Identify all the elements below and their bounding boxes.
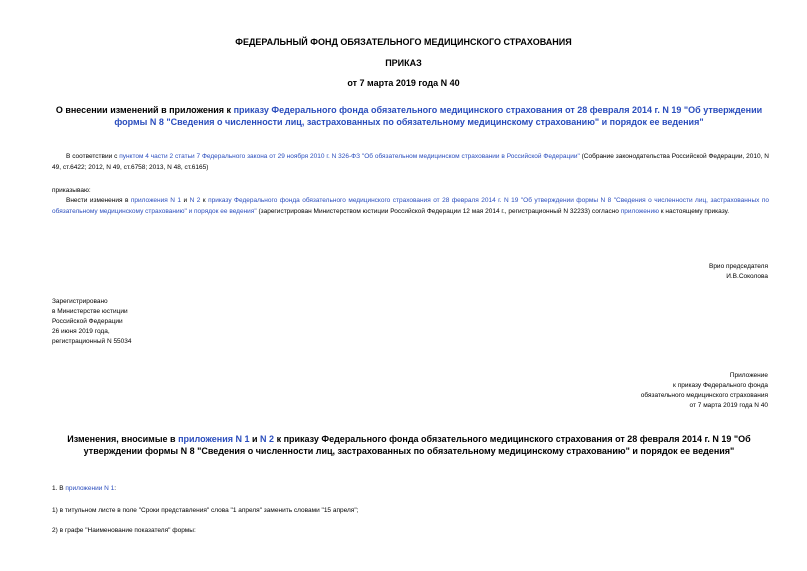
preamble-paragraph [52,152,769,173]
registration-line: Российской Федерации [52,318,123,325]
org-heading: ФЕДЕРАЛЬНЫЙ ФОНД ОБЯЗАТЕЛЬНОГО МЕДИЦИНСКОГО СТРАХОВАНИЯ [235,37,572,47]
title-prefix: О внесении изменений в приложения к [55,105,234,115]
document-title [52,104,766,128]
changes-title [52,433,766,457]
changes-title-and: и [249,434,261,444]
order-text-c: (зарегистрирован Министерством юстиции Российской Федерации 12 мая 2014 г., регистрационный N 32233) согласно [256,207,621,215]
changes-title-a: Изменения, вносимые в [67,434,179,444]
appendix-line: от 7 марта 2019 года N 40 [689,402,768,409]
registration-line: 26 июня 2019 года, [52,328,110,335]
federal-law-link[interactable]: пунктом 4 части 2 статьи 7 Федерального закона от 29 ноября 2010 г. N 326-ФЗ "Об обязательном медицинском страховании в Российской Федерации" [119,153,580,160]
registration-line: в Министерстве юстиции [52,308,128,315]
changes-title-b: к приказу Федерального фонда обязательного медицинского страхования от 28 февраля 2014 г. N 19 "Об утверждении формы N 8 "Сведения о численности лиц, застрахованных по обязательному медицинскому страхованию" и порядок ее ведения" [83,434,751,456]
order-text-d: к настоящему приказу. [658,207,730,215]
registration-line: Зарегистрировано [52,298,108,305]
change-subitem-2: 2) в графе "Наименование показателя" формы: [52,527,196,534]
registration-line: регистрационный N 55034 [52,338,132,345]
order-text-and: и [181,197,190,204]
signature-position: Врио председателя [708,263,768,270]
order-19-link[interactable]: приказу Федерального фонда обязательного медицинского страхования от 28 февраля 2014 г. N 19 "Об утверждении формы N 8 "Сведения о численности лиц, застрахованных по обязательному медицинскому страхованию" и порядок ее ведения" [52,197,769,215]
changes-appendix-2-link[interactable]: N 2 [260,434,275,444]
prikazyvayu-text: приказываю: [52,187,91,194]
change-item-1-b: : [114,485,117,492]
title-order-link[interactable]: приказу Федерального фонда обязательного медицинского страхования от 28 февраля 2014 г. N 19 "Об утверждении формы N 8 "Сведения о численности лиц, застрахованных по обязательному медицинскому страхованию" и порядок ее ведения" [114,105,763,127]
order-text-a: Внести изменения в [66,197,131,204]
change-item-1 [52,484,116,494]
appendix-link[interactable]: приложению [620,207,659,215]
signature-block [568,262,768,282]
changes-appendix-1-link[interactable]: приложения N 1 [178,434,250,444]
change-item-1-a: 1. В [52,485,66,492]
appendix-line: обязательного медицинского страхования [640,392,768,399]
preamble-text-a: В соответствии с [66,153,120,160]
appendix-1-link[interactable]: приложения N 1 [130,197,181,204]
doc-date-heading: от 7 марта 2019 года N 40 [347,78,460,88]
signature-name: И.В.Соколова [726,273,768,280]
doc-type-heading: ПРИКАЗ [385,58,422,68]
appendix-2-link[interactable]: N 2 [189,197,201,204]
appendix-line: Приложение [729,372,768,379]
registration-block [52,297,252,347]
change-appendix-1-link[interactable]: приложении N 1 [65,485,115,492]
preamble-text-b: (Собрание законодательства Российской Федерации, 2010, N 49, ст.6422; 2012, N 49, ст.6758; 2013, N 48, ст.6165) [52,153,769,171]
change-subitem-1: 1) в титульном листе в поле "Сроки представления" слова "1 апреля" заменить словами "15 апреля"; [52,507,359,514]
order-text-b: к [200,197,209,204]
appendix-line: к приказу Федерального фонда [673,382,768,389]
appendix-block [518,371,768,411]
order-paragraph [52,196,769,217]
